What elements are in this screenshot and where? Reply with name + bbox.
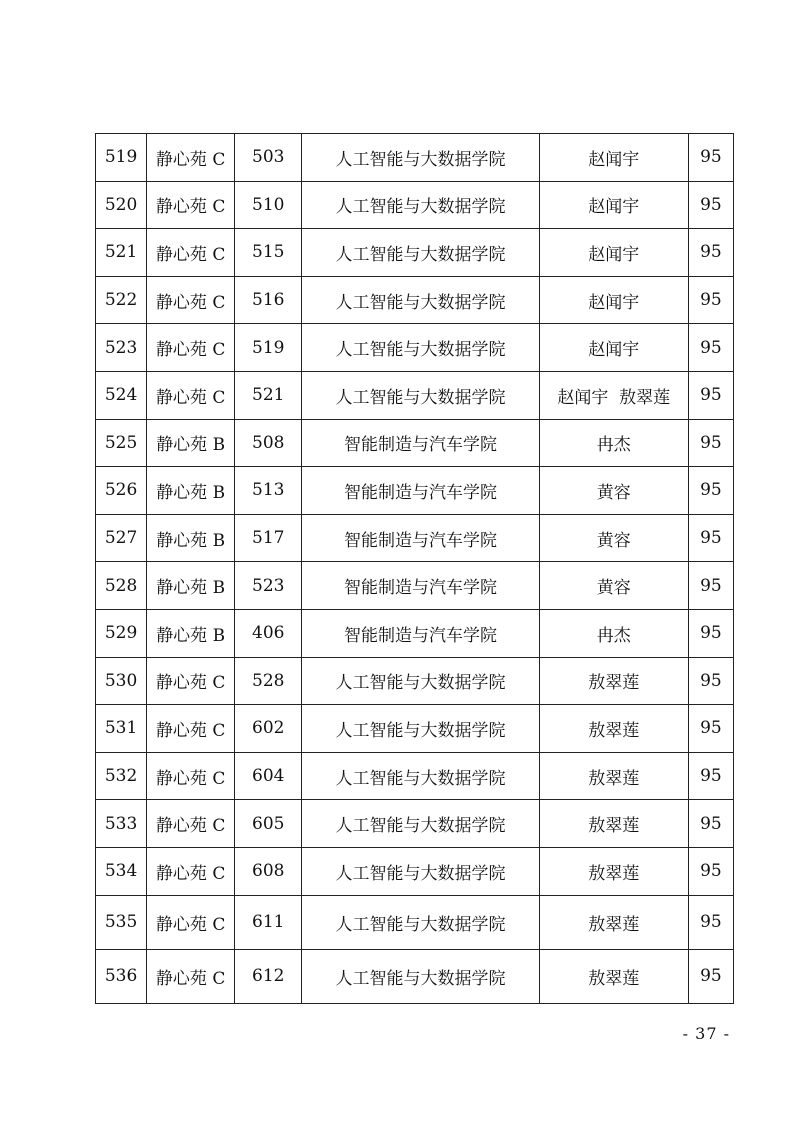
row-number: 535 — [96, 895, 147, 949]
building-cell: 静心苑 C — [147, 949, 235, 1003]
college-cell: 人工智能与大数据学院 — [302, 752, 539, 800]
college-cell: 人工智能与大数据学院 — [302, 324, 539, 372]
row-number: 529 — [96, 609, 147, 657]
person-cell: 敖翠莲 — [539, 949, 688, 1003]
building-cell: 静心苑 B — [147, 467, 235, 515]
college-cell: 人工智能与大数据学院 — [302, 705, 539, 753]
score-cell: 95 — [688, 467, 733, 515]
building-cell: 静心苑 C — [147, 800, 235, 848]
person-cell: 敖翠莲 — [539, 657, 688, 705]
score-cell: 95 — [688, 847, 733, 895]
score-cell: 95 — [688, 419, 733, 467]
score-cell: 95 — [688, 895, 733, 949]
score-cell: 95 — [688, 752, 733, 800]
person-cell: 敖翠莲 — [539, 705, 688, 753]
score-cell: 95 — [688, 229, 733, 277]
score-cell: 95 — [688, 657, 733, 705]
room-cell: 510 — [235, 181, 302, 229]
score-cell: 95 — [688, 800, 733, 848]
person-cell: 黄容 — [539, 514, 688, 562]
room-cell: 604 — [235, 752, 302, 800]
table-row — [96, 324, 734, 372]
person-cell: 敖翠莲 — [539, 895, 688, 949]
building-cell: 静心苑 C — [147, 276, 235, 324]
row-number: 531 — [96, 705, 147, 753]
score-cell: 95 — [688, 609, 733, 657]
person-cell: 敖翠莲 — [539, 847, 688, 895]
table-row — [96, 657, 734, 705]
score-cell: 95 — [688, 705, 733, 753]
college-cell: 智能制造与汽车学院 — [302, 609, 539, 657]
person-cell: 敖翠莲 — [539, 800, 688, 848]
building-cell: 静心苑 C — [147, 371, 235, 419]
person-cell: 赵闻宇 敖翠莲 — [539, 371, 688, 419]
college-cell: 智能制造与汽车学院 — [302, 419, 539, 467]
row-number: 520 — [96, 181, 147, 229]
building-cell: 静心苑 C — [147, 705, 235, 753]
inspection-table — [95, 133, 734, 1004]
building-cell: 静心苑 C — [147, 181, 235, 229]
room-cell: 406 — [235, 609, 302, 657]
score-cell: 95 — [688, 514, 733, 562]
person-cell: 冉杰 — [539, 609, 688, 657]
table-row — [96, 800, 734, 848]
college-cell: 人工智能与大数据学院 — [302, 657, 539, 705]
row-number: 527 — [96, 514, 147, 562]
college-cell: 人工智能与大数据学院 — [302, 181, 539, 229]
row-number: 528 — [96, 562, 147, 610]
score-cell: 95 — [688, 562, 733, 610]
person-cell: 冉杰 — [539, 419, 688, 467]
table-row — [96, 752, 734, 800]
building-cell: 静心苑 C — [147, 229, 235, 277]
room-cell: 521 — [235, 371, 302, 419]
building-cell: 静心苑 C — [147, 752, 235, 800]
table-row — [96, 419, 734, 467]
room-cell: 503 — [235, 134, 302, 182]
college-cell: 人工智能与大数据学院 — [302, 800, 539, 848]
table-row — [96, 705, 734, 753]
college-cell: 人工智能与大数据学院 — [302, 847, 539, 895]
college-cell: 人工智能与大数据学院 — [302, 949, 539, 1003]
room-cell: 608 — [235, 847, 302, 895]
college-cell: 人工智能与大数据学院 — [302, 134, 539, 182]
building-cell: 静心苑 B — [147, 419, 235, 467]
room-cell: 605 — [235, 800, 302, 848]
person-cell: 赵闻宇 — [539, 229, 688, 277]
person-cell: 赵闻宇 — [539, 134, 688, 182]
room-cell: 612 — [235, 949, 302, 1003]
table-row — [96, 609, 734, 657]
row-number: 522 — [96, 276, 147, 324]
table-row — [96, 949, 734, 1003]
room-cell: 515 — [235, 229, 302, 277]
room-cell: 602 — [235, 705, 302, 753]
college-cell: 智能制造与汽车学院 — [302, 562, 539, 610]
building-cell: 静心苑 C — [147, 847, 235, 895]
room-cell: 508 — [235, 419, 302, 467]
score-cell: 95 — [688, 134, 733, 182]
table-row — [96, 847, 734, 895]
page-number: - 37 - — [682, 1024, 730, 1043]
row-number: 534 — [96, 847, 147, 895]
table-row — [96, 276, 734, 324]
room-cell: 513 — [235, 467, 302, 515]
score-cell: 95 — [688, 949, 733, 1003]
row-number: 526 — [96, 467, 147, 515]
row-number: 519 — [96, 134, 147, 182]
table-row — [96, 229, 734, 277]
building-cell: 静心苑 B — [147, 562, 235, 610]
room-cell: 528 — [235, 657, 302, 705]
table-row — [96, 895, 734, 949]
row-number: 523 — [96, 324, 147, 372]
row-number: 524 — [96, 371, 147, 419]
table-row — [96, 514, 734, 562]
person-cell: 赵闻宇 — [539, 324, 688, 372]
college-cell: 人工智能与大数据学院 — [302, 371, 539, 419]
room-cell: 517 — [235, 514, 302, 562]
row-number: 536 — [96, 949, 147, 1003]
score-cell: 95 — [688, 324, 733, 372]
building-cell: 静心苑 B — [147, 609, 235, 657]
person-cell: 赵闻宇 — [539, 181, 688, 229]
person-cell: 赵闻宇 — [539, 276, 688, 324]
score-cell: 95 — [688, 276, 733, 324]
row-number: 532 — [96, 752, 147, 800]
person-cell: 黄容 — [539, 562, 688, 610]
row-number: 525 — [96, 419, 147, 467]
building-cell: 静心苑 C — [147, 657, 235, 705]
person-cell: 敖翠莲 — [539, 752, 688, 800]
building-cell: 静心苑 B — [147, 514, 235, 562]
table-body — [96, 134, 734, 1004]
college-cell: 智能制造与汽车学院 — [302, 467, 539, 515]
person-cell: 黄容 — [539, 467, 688, 515]
table-row — [96, 134, 734, 182]
row-number: 530 — [96, 657, 147, 705]
building-cell: 静心苑 C — [147, 895, 235, 949]
college-cell: 人工智能与大数据学院 — [302, 229, 539, 277]
score-cell: 95 — [688, 371, 733, 419]
table-row — [96, 562, 734, 610]
room-cell: 519 — [235, 324, 302, 372]
table-row — [96, 181, 734, 229]
room-cell: 611 — [235, 895, 302, 949]
table-row — [96, 371, 734, 419]
college-cell: 人工智能与大数据学院 — [302, 895, 539, 949]
college-cell: 人工智能与大数据学院 — [302, 276, 539, 324]
table-row — [96, 467, 734, 515]
room-cell: 516 — [235, 276, 302, 324]
college-cell: 智能制造与汽车学院 — [302, 514, 539, 562]
building-cell: 静心苑 C — [147, 324, 235, 372]
row-number: 521 — [96, 229, 147, 277]
score-cell: 95 — [688, 181, 733, 229]
room-cell: 523 — [235, 562, 302, 610]
row-number: 533 — [96, 800, 147, 848]
building-cell: 静心苑 C — [147, 134, 235, 182]
